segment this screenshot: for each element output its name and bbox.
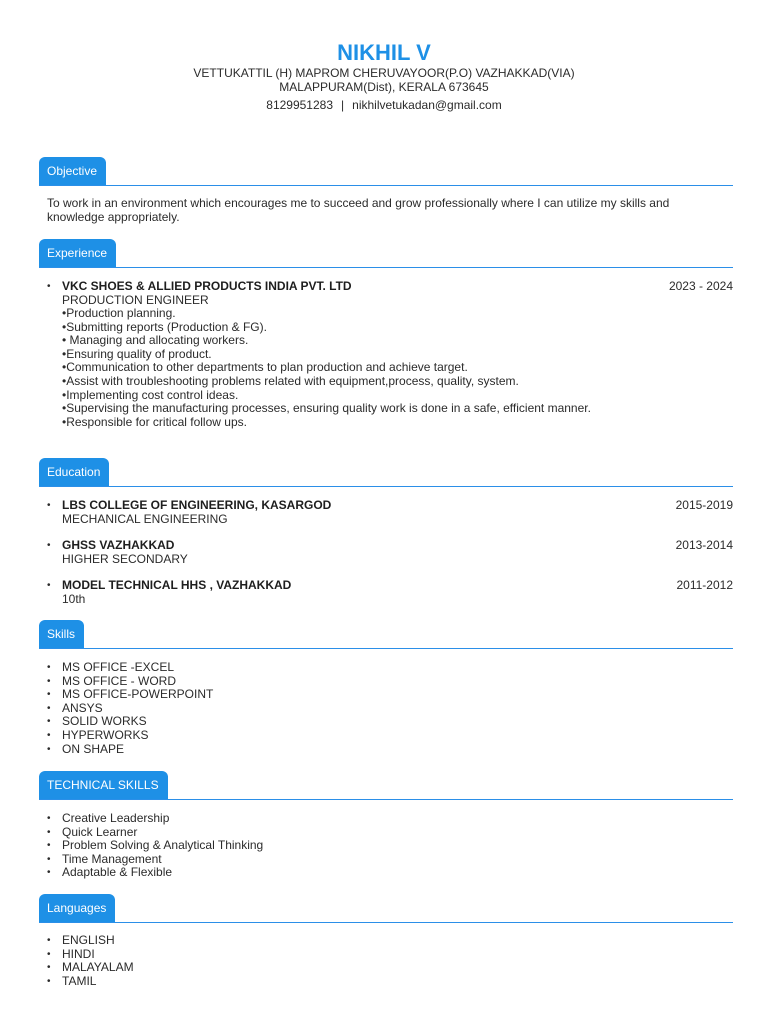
skill-name: MS OFFICE-POWERPOINT (62, 687, 214, 702)
languages-header (39, 892, 733, 923)
duty-item: •Ensuring quality of product. (62, 346, 212, 361)
list-item (47, 702, 733, 716)
objective-text: To work in an environment which encourages me to succeed and grow professionally where I can utilize my skills and knowledge appropriately. (47, 196, 670, 224)
duty-item: •Communication to other departments to plan production and achieve target. (62, 360, 468, 375)
email-address[interactable]: nikhilvetukadan@gmail.com (352, 98, 502, 112)
bullet: • (47, 867, 51, 879)
experience-section (39, 237, 733, 429)
experience-entry (47, 280, 733, 429)
bullet: • (47, 853, 51, 865)
experience-tab: Experience (39, 239, 116, 267)
education-header (39, 456, 733, 487)
experience-header (39, 237, 733, 268)
bullet: • (47, 689, 51, 701)
list-item (47, 812, 733, 826)
list-item (47, 743, 733, 757)
objective-tab: Objective (39, 157, 106, 185)
technical-skills-header (39, 769, 733, 800)
languages-list (39, 934, 733, 988)
education-tab: Education (39, 458, 109, 486)
education-section (39, 456, 733, 606)
technical-skills-section (39, 769, 733, 880)
experience-dates: 2023 - 2024 (668, 279, 733, 293)
bullet: • (47, 729, 51, 741)
list-item (47, 961, 733, 975)
duty-item: •Production planning. (62, 306, 176, 320)
duty-item: •Responsible for critical follow ups. (62, 414, 247, 429)
skills-section (39, 618, 733, 756)
list-item (47, 839, 733, 853)
list-item (47, 948, 733, 962)
school-name: GHSS VAZHAKKAD (62, 538, 175, 552)
skill-name: MS OFFICE - WORD (62, 673, 176, 688)
bullet: • (47, 962, 51, 974)
list-item (47, 934, 733, 948)
bullet: • (47, 716, 51, 728)
bullet: • (47, 281, 51, 292)
bullet: • (47, 702, 51, 714)
languages-section (39, 892, 733, 988)
bullet: • (47, 743, 51, 755)
skills-tab: Skills (39, 620, 84, 648)
bullet: • (47, 662, 51, 673)
course-name: HIGHER SECONDARY (62, 551, 188, 566)
bullet: • (47, 948, 51, 960)
languages-tab: Languages (39, 894, 115, 922)
skill-name: MS OFFICE -EXCEL (62, 660, 175, 674)
list-item (47, 715, 733, 729)
bullet: • (47, 935, 51, 946)
list-item (47, 866, 733, 880)
bullet: • (47, 580, 51, 591)
education-entry (47, 499, 733, 526)
candidate-name: NIKHIL V (337, 40, 431, 65)
duty-item: • Managing and allocating workers. (62, 333, 249, 348)
school-name: MODEL TECHNICAL HHS , VAZHAKKAD (62, 578, 292, 592)
resume-header (0, 40, 768, 112)
education-entry (47, 539, 733, 566)
list-item (47, 729, 733, 743)
list-item (47, 826, 733, 840)
technical-skill-name: Time Management (62, 851, 162, 866)
contact-separator: | (341, 98, 345, 112)
address-line-1: VETTUKATTIL (H) MAPROM CHERUVAYOOR(P.O) VAZHAKKAD(VIA) (193, 66, 575, 80)
technical-skill-name: Problem Solving & Analytical Thinking (62, 838, 264, 853)
duty-item: •Implementing cost control ideas. (62, 387, 239, 402)
language-name: ENGLISH (62, 933, 115, 947)
skill-name: ANSYS (62, 700, 103, 715)
list-item (47, 675, 733, 689)
education-dates: 2015-2019 (675, 498, 733, 512)
company-name: VKC SHOES & ALLIED PRODUCTS INDIA PVT. LTD (62, 279, 352, 293)
objective-section (39, 155, 733, 224)
education-entry (47, 579, 733, 606)
language-name: HINDI (62, 946, 95, 961)
list-item (47, 688, 733, 702)
education-dates: 2011-2012 (676, 578, 733, 592)
list-item (47, 661, 733, 675)
bullet: • (47, 813, 51, 824)
duty-item: •Assist with troubleshooting problems related with equipment,process, quality, system. (62, 373, 519, 388)
skill-name: SOLID WORKS (62, 714, 147, 729)
list-item (47, 853, 733, 867)
bullet: • (47, 675, 51, 687)
skills-list (39, 661, 733, 756)
phone-number: 8129951283 (266, 98, 334, 112)
school-name: LBS COLLEGE OF ENGINEERING, KASARGOD (62, 498, 332, 512)
bullet: • (47, 500, 51, 511)
technical-skills-tab: TECHNICAL SKILLS (39, 771, 168, 799)
technical-skill-name: Adaptable & Flexible (62, 865, 173, 880)
list-item (47, 975, 733, 989)
skill-name: ON SHAPE (62, 741, 125, 756)
education-dates: 2013-2014 (675, 538, 733, 552)
language-name: TAMIL (62, 973, 97, 988)
duty-item: •Submitting reports (Production & FG). (62, 319, 267, 334)
technical-skill-name: Quick Learner (62, 824, 138, 839)
course-name: MECHANICAL ENGINEERING (62, 511, 228, 526)
bullet: • (47, 540, 51, 551)
bullet: • (47, 975, 51, 987)
address-line-2: MALAPPURAM(Dist), KERALA 673645 (279, 80, 489, 94)
bullet: • (47, 826, 51, 838)
contact-line (0, 98, 768, 112)
language-name: MALAYALAM (62, 960, 134, 975)
job-role: PRODUCTION ENGINEER (62, 292, 209, 307)
technical-skills-list (39, 812, 733, 880)
duty-item: •Supervising the manufacturing processes, ensuring quality work is done in a safe, efficient manner. (62, 401, 591, 416)
course-name: 10th (62, 591, 86, 606)
objective-header (39, 155, 733, 186)
bullet: • (47, 840, 51, 852)
skills-header (39, 618, 733, 649)
skill-name: HYPERWORKS (62, 727, 149, 742)
technical-skill-name: Creative Leadership (62, 811, 170, 825)
